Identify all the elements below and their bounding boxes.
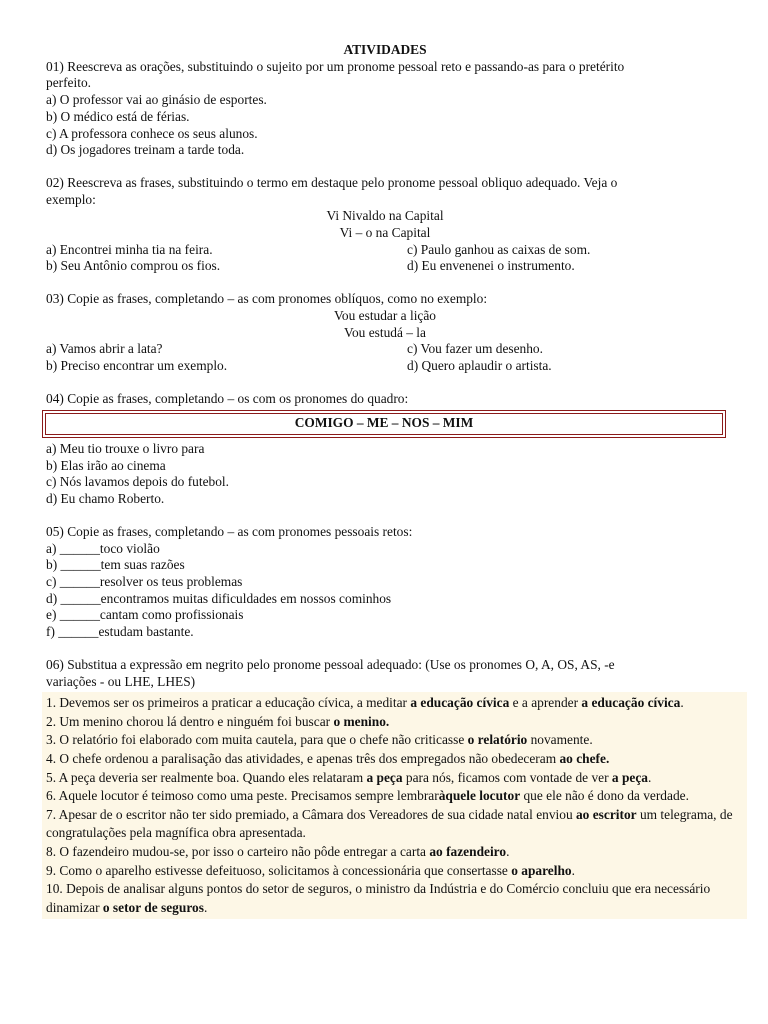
list-item: a) Vamos abrir a lata? bbox=[46, 341, 163, 357]
question-1 bbox=[46, 59, 724, 159]
list-item: d) Eu chamo Roberto. bbox=[46, 491, 165, 507]
list-item: a) Meu tio trouxe o livro para bbox=[46, 441, 205, 457]
list-item: c) Vou fazer um desenho. bbox=[407, 341, 543, 357]
list-item: 5. A peça deveria ser realmente boa. Quando eles relataram a peça para nós, ficamos com vontade de ver a peça. bbox=[46, 769, 652, 785]
example-line: Vou estudá – la bbox=[344, 324, 426, 340]
list-item: d) Eu envenenei o instrumento. bbox=[407, 258, 575, 274]
list-item: c) ______resolver os teus problemas bbox=[46, 573, 243, 589]
question-6-prompt-cont: variações - ou LHE, LHES) bbox=[46, 673, 196, 689]
list-item: 9. Como o aparelho estivesse defeituoso, solicitamos à concessionária que consertasse o aparelho. bbox=[46, 862, 575, 878]
question-1-prompt-cont: perfeito. bbox=[46, 75, 91, 91]
list-item: b) Preciso encontrar um exemplo. bbox=[46, 357, 228, 373]
list-item: d) Quero aplaudir o artista. bbox=[407, 357, 552, 373]
question-6-prompt: 06) Substitua a expressão em negrito pelo pronome pessoal adequado: (Use os pronomes O, A, OS, AS, -e bbox=[46, 656, 615, 672]
list-item: 10. Depois de analisar alguns pontos do setor de seguros, o ministro da Indústria e do Comércio concluiu que era necessário dinamizar o setor de seguros. bbox=[46, 881, 711, 915]
list-item: 1. Devemos ser os primeiros a praticar a educação cívica, a meditar a educação cívica e a aprender a educação cívica. bbox=[46, 695, 684, 711]
question-6 bbox=[46, 656, 733, 920]
list-item: 6. Aquele locutor é teimoso como uma peste. Precisamos sempre lembraràquele locutor que ele não é dono da verdade. bbox=[46, 788, 689, 804]
pronoun-box bbox=[42, 410, 726, 438]
question-2 bbox=[46, 175, 724, 275]
list-item: b) ______tem suas razões bbox=[46, 557, 185, 573]
question-1-prompt: 01) Reescreva as orações, substituindo o sujeito por um pronome pessoal reto e passando-as para o pretérito bbox=[46, 58, 625, 74]
list-item: b) O médico está de férias. bbox=[46, 108, 190, 124]
list-item: c) A professora conhece os seus alunos. bbox=[46, 125, 258, 141]
list-item: e) ______cantam como profissionais bbox=[46, 607, 244, 623]
list-item: c) Paulo ganhou as caixas de som. bbox=[407, 241, 591, 257]
question-4 bbox=[46, 391, 724, 508]
pronoun-box-label: COMIGO – ME – NOS – MIM bbox=[45, 413, 723, 435]
list-item: a) Encontrei minha tia na feira. bbox=[46, 241, 213, 257]
list-item: 7. Apesar de o escritor não ter sido premiado, a Câmara dos Vereadores de sua cidade natal enviou ao escritor um telegrama, de congratulações pela magnífica obra apresentada. bbox=[46, 806, 733, 841]
question-5-prompt: 05) Copie as frases, completando – as com pronomes pessoais retos: bbox=[46, 523, 413, 539]
example-line: Vou estudar a lição bbox=[333, 307, 436, 323]
list-item: d) ______encontramos muitas dificuldades em nossos cominhos bbox=[46, 590, 392, 606]
list-item: a) ______toco violão bbox=[46, 540, 160, 556]
exercise-list bbox=[42, 692, 747, 919]
list-item: 4. O chefe ordenou a paralisação das atividades, e apenas três dos empregados não obedeceram ao chefe. bbox=[46, 750, 610, 766]
list-item: 3. O relatório foi elaborado com muita cautela, para que o chefe não criticasse o relatório novamente. bbox=[46, 732, 593, 748]
list-item: 8. O fazendeiro mudou-se, por isso o carteiro não pôde entregar a carta ao fazendeiro. bbox=[46, 843, 510, 859]
list-item: c) Nós lavamos depois do futebol. bbox=[46, 474, 229, 490]
list-item: b) Seu Antônio comprou os fios. bbox=[46, 258, 221, 274]
question-3-prompt: 03) Copie as frases, completando – as com pronomes oblíquos, como no exemplo: bbox=[46, 291, 488, 307]
question-2-prompt: 02) Reescreva as frases, substituindo o termo em destaque pelo pronome pessoal obliquo adequado. Veja o bbox=[46, 174, 618, 190]
list-item: 2. Um menino chorou lá dentro e ninguém foi buscar o menino. bbox=[46, 713, 390, 729]
question-2-prompt-cont: exemplo: bbox=[46, 191, 96, 207]
question-4-prompt: 04) Copie as frases, completando – os com os pronomes do quadro: bbox=[46, 390, 409, 406]
question-3 bbox=[46, 291, 724, 375]
page-title: ATIVIDADES bbox=[343, 42, 427, 57]
list-item: d) Os jogadores treinam a tarde toda. bbox=[46, 142, 245, 158]
list-item: f) ______estudam bastante. bbox=[46, 624, 194, 640]
list-item: a) O professor vai ao ginásio de esportes. bbox=[46, 92, 267, 108]
example-line: Vi – o na Capital bbox=[339, 225, 431, 241]
example-line: Vi Nivaldo na Capital bbox=[326, 208, 444, 224]
question-5 bbox=[46, 524, 724, 641]
list-item: b) Elas irão ao cinema bbox=[46, 457, 166, 473]
